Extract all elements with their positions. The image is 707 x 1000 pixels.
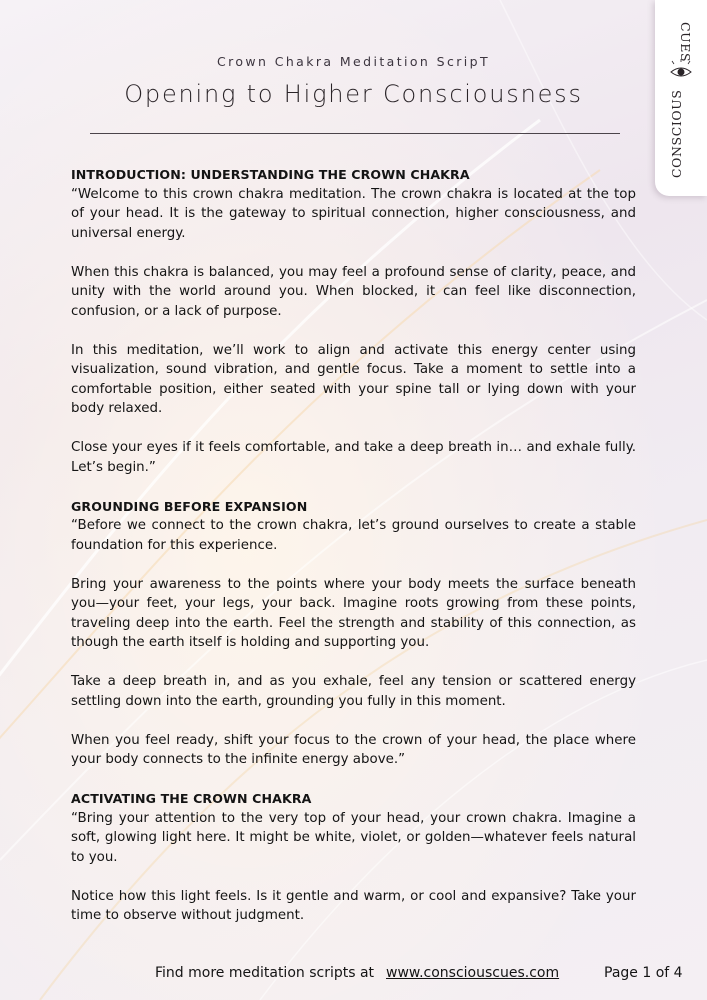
title-divider: [90, 133, 620, 134]
page-footer: [0, 965, 707, 985]
section-heading: INTRODUCTION: UNDERSTANDING THE CROWN CHAKRA: [71, 167, 470, 182]
paragraph: Bring your awareness to the points where your body meets the surface beneath you—your feet, your legs, your back. Imagine roots growing from these points, traveling deep into the earth. Feel the strength and stability of this connection, as though the earth itself is holding and supporting you.: [71, 576, 636, 650]
paragraph: When this chakra is balanced, you may feel a profound sense of clarity, peace, and unity with the world around you. When blocked, it can feel like disconnection, confusion, or a lack of purpose.: [71, 264, 636, 319]
section-activating: [71, 789, 636, 926]
paragraph: In this meditation, we’ll work to align and activate this energy center using visualization, sound vibration, and gentle focus. Take a moment to settle into a comfortable position, either seated with your spine tall or lying down with your body relaxed.: [71, 342, 636, 416]
paragraph: Take a deep breath in, and as you exhale, feel any tension or scattered energy settling down into the earth, grounding you fully in this moment.: [71, 674, 636, 709]
section-heading: GROUNDING BEFORE EXPANSION: [71, 498, 308, 514]
website-link[interactable]: www.consciouscues.com: [386, 965, 560, 981]
paragraph: “Bring your attention to the very top of your head, your crown chakra. Imagine a soft, glowing light here. It might be white, violet, or golden—whatever feels natural to you.: [71, 810, 636, 865]
paragraph: “Before we connect to the crown chakra, let’s ground ourselves to create a stable foundation for this experience.: [71, 518, 636, 553]
page-number: Page 1 of 4: [604, 965, 683, 981]
section-grounding: [71, 497, 636, 770]
paragraph: Close your eyes if it feels comfortable, and take a deep breath in… and exhale fully. Let’s begin.”: [71, 440, 636, 475]
paragraph: Notice how this light feels. Is it gentle and warm, or cool and expansive? Take your time to observe without judgment.: [71, 888, 636, 923]
logo-text-cues: CUES: [678, 22, 693, 63]
paragraph: When you feel ready, shift your focus to the crown of your head, the place where your body connects to the infinite energy above.”: [71, 732, 636, 767]
page-subtitle: Crown Chakra Meditation ScripT: [216, 54, 491, 69]
footer-text: Find more meditation scripts at: [155, 965, 375, 981]
script-body: [71, 165, 636, 945]
paragraph: “Welcome to this crown chakra meditation. The crown chakra is located at the top of your head. It is the gateway to spiritual connection, higher consciousness, and universal energy.: [71, 186, 636, 241]
logo-text-conscious: CONSCIOUS: [669, 89, 684, 178]
section-heading: ACTIVATING THE CROWN CHAKRA: [71, 791, 312, 806]
page-title: Opening to Higher Consciousness: [124, 80, 583, 108]
section-introduction: [71, 165, 636, 477]
